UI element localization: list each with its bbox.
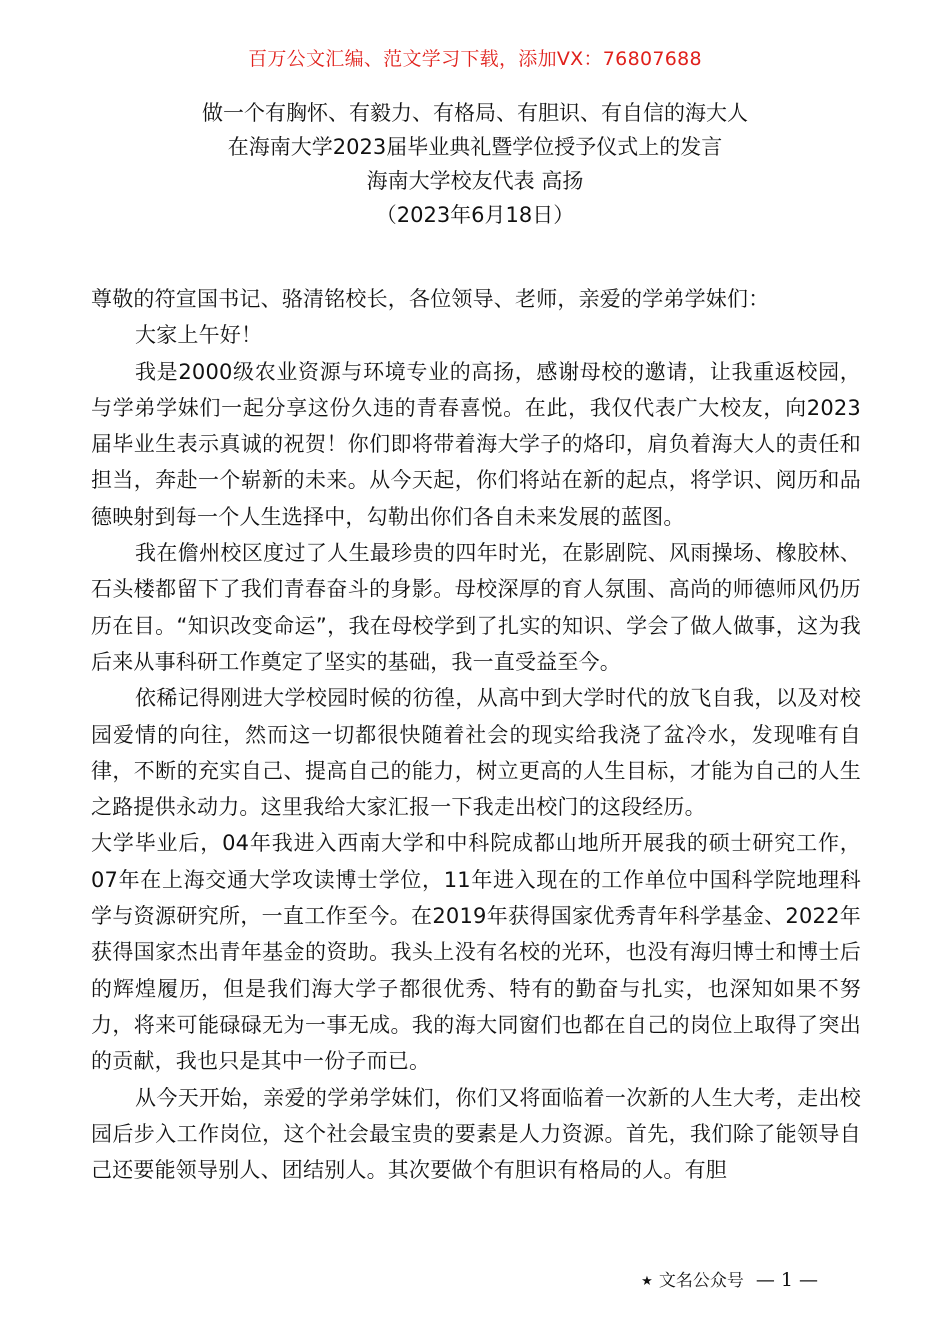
page-title: 做一个有胸怀、有毅力、有格局、有胆识、有自信的海大人: [202, 101, 748, 125]
footer-source: 文名公众号: [658, 1271, 744, 1291]
paragraph: 依稀记得刚进大学校园时候的彷徨，从高中到大学时代的放飞自我，以及对校园爱情的向往，然而这一切都很快随着社会的现实给我浇了盆冷水，发现唯有自律，不断的充实自己、提高自己的能力，树立更高的人生目标，才能为自己的人生之路提供永动力。这里我给大家汇报一下我走出校门的这段经历。: [91, 686, 861, 820]
star-icon: ★: [641, 1274, 653, 1289]
speaker-line: 海南大学校友代表 高扬: [366, 169, 584, 193]
greeting: 大家上午好！: [135, 323, 263, 348]
paragraph: 大学毕业后，04年我进入西南大学和中科院成都山地所开展我的硕士研究工作，07年在上海交通大学攻读博士学位，11年进入现在的工作单位中国科学院地理科学与资源研究所，一直工作至今。在2019年获得国家优秀青年科学基金、2022年获得国家杰出青年基金的资助。我头上没有名校的光环，也没有海归博士和博士后的辉煌履历，但是我们海大学子都很优秀、特有的勤奋与扎实，也深知如果不努力，将来可能碌碌无为一事无成。我的海大同窗们也都在自己的岗位上取得了突出的贡献，我也只是其中一份子而已。: [91, 831, 861, 1074]
title-block: [0, 96, 950, 232]
paragraph: 我是2000级农业资源与环境专业的高扬，感谢母校的邀请，让我重返校园，与学弟学妹们一起分享这份久违的青春喜悦。在此，我仅代表广大校友，向2023届毕业生表示真诚的祝贺！你们即将带着海大学子的烙印，肩负着海大人的责任和担当，奔赴一个崭新的未来。从今天起，你们将站在新的起点，将学识、阅历和品德映射到每一个人生选择中，勾勒出你们各自未来发展的蓝图。: [91, 359, 861, 529]
speech-body: [91, 281, 861, 1188]
page-subtitle: 在海南大学2023届毕业典礼暨学位授予仪式上的发言: [227, 135, 723, 159]
paragraph: 我在儋州校区度过了人生最珍贵的四年时光，在影剧院、风雨操场、橡胶林、石头楼都留下了我们青春奋斗的身影。母校深厚的育人氛围、高尚的师德师风仍历历在目。“知识改变命运”，我在母校学到了扎实的知识、学会了做人做事，这为我后来从事科研工作奠定了坚实的基础，我一直受益至今。: [91, 541, 861, 674]
date-line: （2023年6月18日）: [375, 203, 575, 227]
salutation: 尊敬的符宣国书记、骆清铭校长，各位领导、老师，亲爱的学弟学妹们：: [91, 287, 770, 311]
promo-banner: 百万公文汇编、范文学习下载，添加VX：76807688: [248, 48, 702, 70]
page-number: — 1 —: [755, 1269, 818, 1291]
paragraph: 从今天开始，亲爱的学弟学妹们，你们又将面临着一次新的人生大考，走出校园后步入工作岗位，这个社会最宝贵的要素是人力资源。首先，我们除了能领导自己还要能领导别人、团结别人。其次要做个有胆识有格局的人。有胆: [91, 1085, 861, 1183]
page-footer: [641, 1268, 818, 1294]
